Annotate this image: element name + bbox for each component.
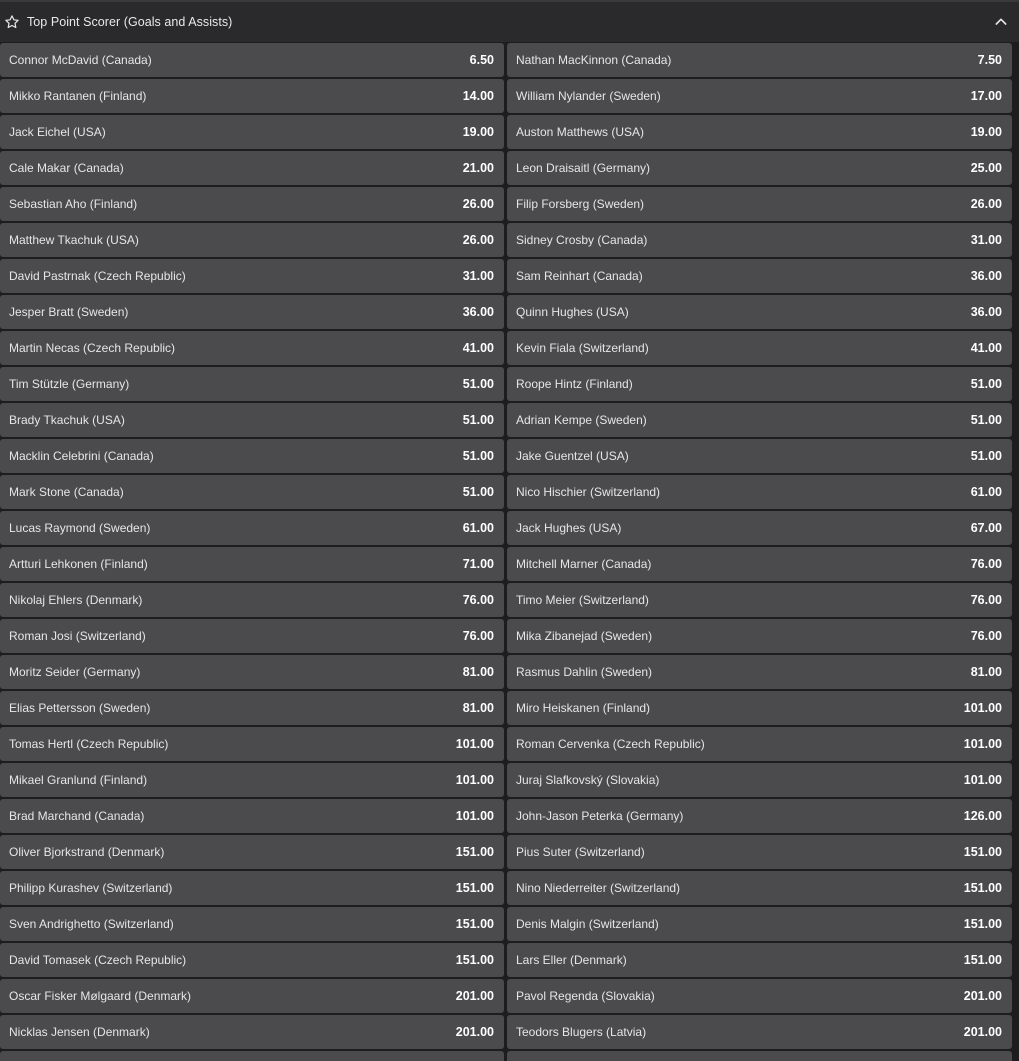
selection-name: Jake Guentzel (USA) [516,449,629,463]
selection-button[interactable] [507,187,1012,221]
selection-odds: 76.00 [970,557,1002,571]
selection-name: Moritz Seider (Germany) [9,665,141,679]
selection-name: Tomas Hertl (Czech Republic) [9,737,169,751]
selection-name: Nino Niederreiter (Switzerland) [516,881,681,895]
selection-button[interactable] [507,979,1012,1013]
selection-button[interactable] [0,943,504,977]
selection-name: Nico Hischier (Switzerland) [516,485,661,499]
selection-name: Lars Eller (Denmark) [516,953,627,967]
selection-odds: 76.00 [970,629,1002,643]
selection-odds: 51.00 [462,485,494,499]
selection-name: Mika Zibanejad (Sweden) [516,629,653,643]
selection-button[interactable] [0,511,504,545]
selection-button[interactable] [507,439,1012,473]
selection-button[interactable] [0,547,504,581]
selection-button[interactable] [0,691,504,725]
selection-button[interactable] [507,331,1012,365]
selection-odds: 26.00 [462,197,494,211]
selection-odds: 17.00 [970,89,1002,103]
selection-odds: 36.00 [970,305,1002,319]
selection-odds: 101.00 [455,737,494,751]
selection-odds: 126.00 [963,809,1002,823]
selection-odds: 101.00 [455,773,494,787]
selection-button[interactable] [507,619,1012,653]
selection-name: Pavol Regenda (Slovakia) [516,989,655,1003]
selection-name: Kevin Fiala (Switzerland) [516,341,649,355]
selection-button[interactable] [0,799,504,833]
selection-button[interactable] [507,727,1012,761]
selection-odds: 151.00 [455,917,494,931]
selection-name: Connor McDavid (Canada) [9,53,152,67]
selection-name: Brad Marchand (Canada) [9,809,145,823]
selection-button[interactable] [507,475,1012,509]
selection-button[interactable] [0,331,504,365]
selection-button[interactable] [0,979,504,1013]
selection-button[interactable] [0,115,504,149]
selection-name: Auston Matthews (USA) [516,125,645,139]
selection-name: Cale Makar (Canada) [9,161,124,175]
selection-button[interactable] [0,907,504,941]
selection-button[interactable] [507,799,1012,833]
selection-odds: 67.00 [970,521,1002,535]
selection-button[interactable] [507,367,1012,401]
selection-odds: 81.00 [462,665,494,679]
selection-name: Matthew Tkachuk (USA) [9,233,139,247]
selection-name: Quinn Hughes (USA) [516,305,629,319]
selection-name: Rasmus Dahlin (Sweden) [516,665,653,679]
selection-name: Roman Cervenka (Czech Republic) [516,737,705,751]
selection-button[interactable] [0,43,504,77]
selection-odds: 71.00 [462,557,494,571]
selection-odds: 14.00 [462,89,494,103]
selection-odds: 19.00 [462,125,494,139]
selection-odds: 51.00 [462,377,494,391]
selection-name: Sam Reinhart (Canada) [516,269,643,283]
selection-name: Elias Pettersson (Sweden) [9,701,151,715]
selection-button[interactable] [0,835,504,869]
selection-button[interactable] [0,223,504,257]
selection-name: Jack Hughes (USA) [516,521,622,535]
selection-name: Filip Forsberg (Sweden) [516,197,645,211]
selection-odds: 6.50 [469,53,494,67]
selection-button[interactable] [0,187,504,221]
selection-button[interactable] [507,295,1012,329]
partial-selection-row[interactable] [0,1051,504,1061]
selection-name: Mark Stone (Canada) [9,485,124,499]
selection-button[interactable] [0,439,504,473]
selection-button[interactable] [507,763,1012,797]
selection-odds: 76.00 [970,593,1002,607]
selection-odds: 51.00 [970,413,1002,427]
selection-button[interactable] [0,79,504,113]
selection-name: Teodors Blugers (Latvia) [516,1025,647,1039]
selection-name: David Tomasek (Czech Republic) [9,953,187,967]
selection-name: Sidney Crosby (Canada) [516,233,648,247]
selection-button[interactable] [507,151,1012,185]
selection-odds: 101.00 [455,809,494,823]
selection-name: John-Jason Peterka (Germany) [516,809,684,823]
selection-name: William Nylander (Sweden) [516,89,661,103]
selection-button[interactable] [507,79,1012,113]
selection-odds: 76.00 [462,593,494,607]
selection-button[interactable] [0,259,504,293]
selection-button[interactable] [507,511,1012,545]
selection-button[interactable] [507,655,1012,689]
selection-button[interactable] [507,43,1012,77]
selection-name: David Pastrnak (Czech Republic) [9,269,186,283]
selection-name: Lucas Raymond (Sweden) [9,521,151,535]
selection-button[interactable] [507,115,1012,149]
selection-odds: 19.00 [970,125,1002,139]
selection-button[interactable] [507,1015,1012,1049]
selection-name: Sebastian Aho (Finland) [9,197,138,211]
selection-odds: 101.00 [963,773,1002,787]
selection-name: Mikael Granlund (Finland) [9,773,148,787]
selection-odds: 61.00 [462,521,494,535]
selection-name: Jesper Bratt (Sweden) [9,305,129,319]
selection-odds: 201.00 [963,1025,1002,1039]
selection-odds: 61.00 [970,485,1002,499]
selection-name: Jack Eichel (USA) [9,125,106,139]
selection-name: Nikolaj Ehlers (Denmark) [9,593,143,607]
selection-button[interactable] [0,1015,504,1049]
selection-button[interactable] [507,871,1012,905]
selection-odds: 201.00 [963,989,1002,1003]
selection-odds: 51.00 [970,377,1002,391]
selection-odds: 201.00 [455,1025,494,1039]
selection-odds: 25.00 [970,161,1002,175]
selection-button[interactable] [0,727,504,761]
selection-odds: 31.00 [462,269,494,283]
selection-name: Pius Suter (Switzerland) [516,845,645,859]
selection-button[interactable] [0,151,504,185]
selection-odds: 151.00 [963,917,1002,931]
selection-odds: 26.00 [462,233,494,247]
selection-odds: 76.00 [462,629,494,643]
selection-name: Roman Josi (Switzerland) [9,629,146,643]
selection-button[interactable] [0,295,504,329]
selection-name: Oliver Bjorkstrand (Denmark) [9,845,165,859]
partial-selection-row[interactable] [507,1051,1012,1061]
selection-odds: 41.00 [462,341,494,355]
selection-name: Nathan MacKinnon (Canada) [516,53,672,67]
selection-odds: 201.00 [455,989,494,1003]
selection-name: Miro Heiskanen (Finland) [516,701,651,715]
selection-name: Martin Necas (Czech Republic) [9,341,176,355]
selection-odds: 36.00 [462,305,494,319]
selection-button[interactable] [0,871,504,905]
selection-name: Artturi Lehkonen (Finland) [9,557,148,571]
selection-odds: 151.00 [963,881,1002,895]
selection-odds: 101.00 [963,701,1002,715]
selection-odds: 151.00 [455,845,494,859]
selection-button[interactable] [0,655,504,689]
selection-button[interactable] [0,367,504,401]
selection-odds: 151.00 [455,881,494,895]
chevron-up-icon[interactable] [993,14,1009,30]
star-outline-icon[interactable] [4,14,20,30]
selection-button[interactable] [0,583,504,617]
selection-button[interactable] [0,403,504,437]
selection-odds: 151.00 [455,953,494,967]
selection-odds: 7.50 [977,53,1002,67]
selection-name: Philipp Kurashev (Switzerland) [9,881,173,895]
selection-button[interactable] [507,583,1012,617]
selection-name: Tim Stützle (Germany) [9,377,130,391]
selection-name: Mikko Rantanen (Finland) [9,89,147,103]
selection-odds: 21.00 [462,161,494,175]
selection-name: Timo Meier (Switzerland) [516,593,649,607]
selection-name: Juraj Slafkovský (Slovakia) [516,773,660,787]
selection-button[interactable] [507,835,1012,869]
selection-button[interactable] [507,403,1012,437]
selection-name: Brady Tkachuk (USA) [9,413,125,427]
selection-odds: 26.00 [970,197,1002,211]
selection-button[interactable] [507,547,1012,581]
selection-odds: 151.00 [963,953,1002,967]
selection-odds: 36.00 [970,269,1002,283]
selection-odds: 151.00 [963,845,1002,859]
selection-odds: 31.00 [970,233,1002,247]
selection-odds: 51.00 [462,413,494,427]
market-title: Top Point Scorer (Goals and Assists) [27,15,233,29]
selection-name: Mitchell Marner (Canada) [516,557,652,571]
selection-name: Macklin Celebrini (Canada) [9,449,154,463]
selection-name: Oscar Fisker Mølgaard (Denmark) [9,989,192,1003]
selection-button[interactable] [0,763,504,797]
selection-name: Denis Malgin (Switzerland) [516,917,659,931]
selection-button[interactable] [0,619,504,653]
selection-odds: 51.00 [970,449,1002,463]
selection-odds: 101.00 [963,737,1002,751]
selection-odds: 81.00 [462,701,494,715]
selection-button[interactable] [507,259,1012,293]
market-header[interactable] [0,2,1019,42]
selections-grid [0,43,1012,1051]
selection-odds: 81.00 [970,665,1002,679]
selection-button[interactable] [507,223,1012,257]
selection-name: Leon Draisaitl (Germany) [516,161,651,175]
selection-button[interactable] [507,691,1012,725]
selection-button[interactable] [507,907,1012,941]
selection-odds: 51.00 [462,449,494,463]
selection-button[interactable] [0,475,504,509]
selection-odds: 41.00 [970,341,1002,355]
selection-button[interactable] [507,943,1012,977]
selection-name: Roope Hintz (Finland) [516,377,633,391]
selection-name: Sven Andrighetto (Switzerland) [9,917,174,931]
selection-name: Adrian Kempe (Sweden) [516,413,647,427]
selection-name: Nicklas Jensen (Denmark) [9,1025,150,1039]
